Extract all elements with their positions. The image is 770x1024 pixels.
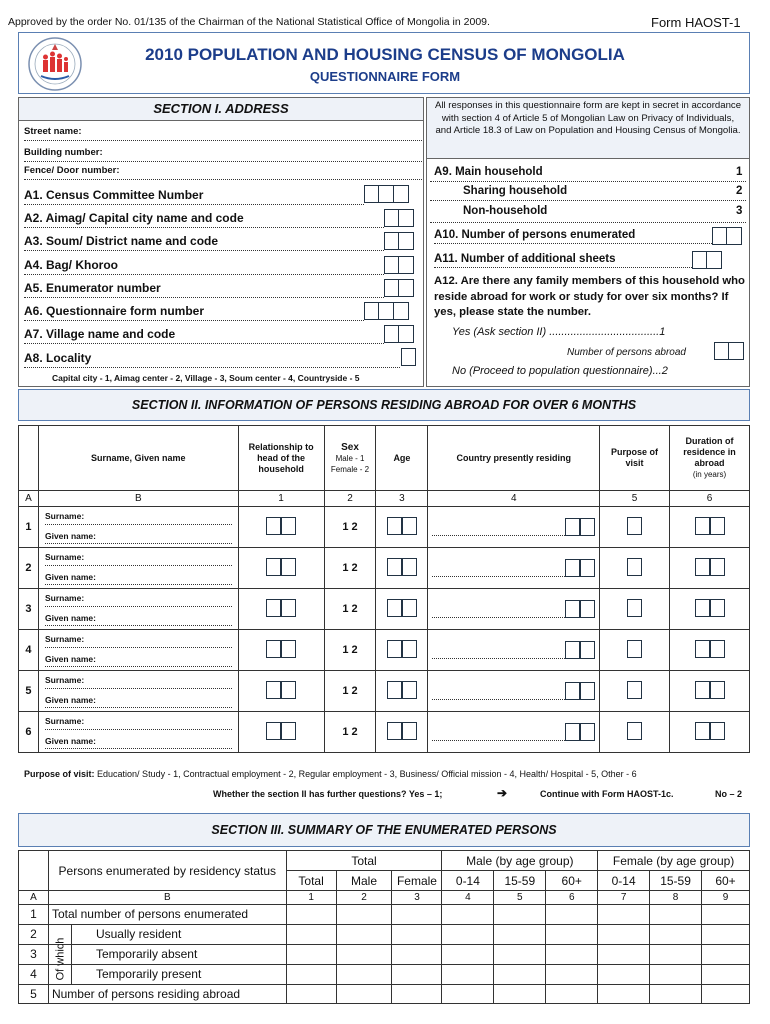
summary-value-cell[interactable]: [392, 924, 442, 944]
summary-value-cell[interactable]: [286, 924, 336, 944]
summary-value-cell[interactable]: [650, 924, 702, 944]
a8-label: A8. Locality: [24, 351, 400, 368]
a12-no: No (Proceed to population questionnaire)...2: [452, 365, 668, 377]
index-cell: 1: [286, 891, 336, 905]
sub-header: 60+: [546, 871, 598, 891]
col-name-header: Surname, Given name: [38, 426, 238, 491]
summary-value-cell[interactable]: [702, 905, 750, 925]
sub-header: 15-59: [650, 871, 702, 891]
section3-title: SECTION III. SUMMARY OF THE ENUMERATED PERSONS: [18, 813, 750, 847]
relationship-boxes[interactable]: [266, 722, 296, 740]
summary-value-cell[interactable]: [494, 924, 546, 944]
summary-value-cell[interactable]: [546, 905, 598, 925]
purpose-box[interactable]: [627, 517, 642, 535]
summary-value-cell[interactable]: [336, 924, 392, 944]
country-code-boxes[interactable]: [565, 682, 595, 700]
person-row: [19, 712, 750, 753]
country-code-boxes[interactable]: [565, 600, 595, 618]
summary-value-cell[interactable]: [546, 984, 598, 1004]
index-cell: B: [38, 491, 238, 507]
further-question: Whether the section II has further questions? Yes – 1;: [213, 789, 443, 799]
age-boxes[interactable]: [387, 722, 417, 740]
a11-boxes[interactable]: [692, 251, 722, 269]
sex-options[interactable]: 1 2: [324, 589, 376, 630]
summary-value-cell[interactable]: [286, 905, 336, 925]
country-field[interactable]: [432, 726, 565, 741]
summary-value-cell[interactable]: [442, 984, 494, 1004]
col-duration-header: Duration of residence in abroad (in years): [670, 426, 750, 491]
form-code: Form HAOST-1: [651, 15, 741, 30]
purpose-box[interactable]: [627, 558, 642, 576]
sharing-code: 2: [736, 185, 743, 197]
index-cell: 5: [494, 891, 546, 905]
person-row: [19, 589, 750, 630]
surname-field[interactable]: Surname:: [45, 552, 232, 566]
country-field[interactable]: [432, 562, 565, 577]
country-code-boxes[interactable]: [565, 723, 595, 741]
row-number: 1: [19, 905, 49, 925]
col-sex-header: Sex Male - 1 Female - 2: [324, 426, 376, 491]
section3-table: [18, 850, 750, 1004]
row-number: 3: [19, 944, 49, 964]
index-cell: 1: [238, 491, 324, 507]
row-number: 6: [19, 712, 39, 753]
surname-field[interactable]: Surname:: [45, 716, 232, 730]
index-cell: 9: [702, 891, 750, 905]
summary-value-cell[interactable]: [598, 984, 650, 1004]
summary-row: [19, 924, 750, 944]
sex-options[interactable]: 1 2: [324, 712, 376, 753]
summary-value-cell[interactable]: [494, 964, 546, 984]
row-number: 5: [19, 984, 49, 1004]
fence-label: Fence/ Door number:: [24, 165, 422, 180]
a6-label: A6. Questionnaire form number: [24, 304, 364, 321]
index-cell: B: [48, 891, 286, 905]
person-row: [19, 548, 750, 589]
a8-box[interactable]: [401, 348, 416, 366]
summary-label: Total number of persons enumerated: [48, 905, 286, 925]
summary-value-cell[interactable]: [494, 944, 546, 964]
index-cell: 6: [670, 491, 750, 507]
row-number: 5: [19, 671, 39, 712]
index-cell: 3: [392, 891, 442, 905]
summary-value-cell[interactable]: [598, 924, 650, 944]
street-label: Street name:: [24, 126, 422, 141]
page-title: 2010 POPULATION AND HOUSING CENSUS OF MONGOLIA: [145, 45, 625, 64]
index-cell: 3: [376, 491, 428, 507]
sub-header: Female: [392, 871, 442, 891]
section2-title: SECTION II. INFORMATION OF PERSONS RESIDING ABROAD FOR OVER 6 MONTHS: [18, 389, 750, 421]
total-header: Total: [286, 851, 442, 871]
summary-value-cell[interactable]: [650, 964, 702, 984]
a3-label: A3. Soum/ District name and code: [24, 234, 384, 251]
a7-label: A7. Village name and code: [24, 327, 384, 344]
index-cell: 6: [546, 891, 598, 905]
summary-value-cell[interactable]: [336, 984, 392, 1004]
abroad-num-label: Number of persons abroad: [567, 347, 686, 358]
a10-boxes[interactable]: [712, 227, 742, 245]
section2-table: [18, 425, 750, 753]
index-cell: 5: [600, 491, 670, 507]
row-number: 2: [19, 548, 39, 589]
given-name-field[interactable]: Given name:: [45, 689, 232, 708]
sex-options[interactable]: 1 2: [324, 548, 376, 589]
purpose-box[interactable]: [627, 599, 642, 617]
a11-label: A11. Number of additional sheets: [434, 253, 692, 268]
name-cell: [38, 630, 238, 671]
summary-value-cell[interactable]: [336, 905, 392, 925]
purpose-box[interactable]: [627, 681, 642, 699]
summary-label: Number of persons residing abroad: [48, 984, 286, 1004]
summary-value-cell[interactable]: [286, 984, 336, 1004]
female-header: Female (by age group): [598, 851, 750, 871]
summary-row: [19, 964, 750, 984]
title-box: [18, 32, 750, 94]
a6-boxes[interactable]: [364, 302, 409, 320]
country-code-boxes[interactable]: [565, 641, 595, 659]
divider: [430, 200, 746, 201]
given-name-field[interactable]: Given name:: [45, 607, 232, 626]
age-boxes[interactable]: [387, 640, 417, 658]
sex-options[interactable]: 1 2: [324, 671, 376, 712]
summary-value-cell[interactable]: [392, 984, 442, 1004]
country-field[interactable]: [432, 644, 565, 659]
non-household-label: Non-household: [463, 205, 548, 217]
col-purpose-header: Purpose of visit: [600, 426, 670, 491]
sub-header: 60+: [702, 871, 750, 891]
summary-row: [19, 905, 750, 925]
summary-value-cell[interactable]: [598, 964, 650, 984]
duration-boxes[interactable]: [695, 558, 725, 576]
given-name-field[interactable]: Given name:: [45, 525, 232, 544]
purpose-box[interactable]: [627, 640, 642, 658]
summary-value-cell[interactable]: [598, 944, 650, 964]
summary-value-cell[interactable]: [442, 944, 494, 964]
country-field[interactable]: [432, 603, 565, 618]
summary-value-cell[interactable]: [702, 944, 750, 964]
summary-value-cell[interactable]: [702, 924, 750, 944]
duration-boxes[interactable]: [695, 517, 725, 535]
summary-value-cell[interactable]: [702, 984, 750, 1004]
summary-value-cell[interactable]: [702, 964, 750, 984]
a12-yes: Yes (Ask section II) ....................................1: [452, 326, 666, 338]
surname-field[interactable]: Surname:: [45, 675, 232, 689]
a1-boxes[interactable]: [364, 185, 409, 203]
summary-value-cell[interactable]: [546, 964, 598, 984]
summary-row: [19, 984, 750, 1004]
a9-code: 1: [736, 166, 743, 178]
a5-label: A5. Enumerator number: [24, 281, 384, 298]
a1-label: A1. Census Committee Number: [24, 188, 364, 205]
name-cell: [38, 589, 238, 630]
a2-boxes[interactable]: [384, 209, 414, 227]
a9-label: A9. Main household: [434, 166, 543, 178]
duration-boxes[interactable]: [695, 681, 725, 699]
summary-value-cell[interactable]: [650, 984, 702, 1004]
a2-label: A2. Aimag/ Capital city name and code: [24, 211, 384, 228]
section1-title: SECTION I. ADDRESS: [18, 97, 424, 121]
summary-value-cell[interactable]: [442, 905, 494, 925]
row-number: 4: [19, 964, 49, 984]
purpose-legend: Purpose of visit: Education/ Study - 1, Contractual employment - 2, Regular employment - 3, Business/ Official mission - 4, Health/ Hospital - 5, Other - 6: [24, 769, 637, 779]
summary-label: Temporarily absent: [48, 944, 286, 964]
given-name-field[interactable]: Given name:: [45, 648, 232, 667]
a5-boxes[interactable]: [384, 279, 414, 297]
continue-note: Continue with Form HAOST-1c.: [540, 789, 674, 799]
index-cell: 8: [650, 891, 702, 905]
a10-label: A10. Number of persons enumerated: [434, 229, 712, 244]
summary-value-cell[interactable]: [286, 964, 336, 984]
relationship-boxes[interactable]: [266, 517, 296, 535]
a7-boxes[interactable]: [384, 325, 414, 343]
summary-value-cell[interactable]: [546, 944, 598, 964]
col-relationship-header: Relationship to head of the household: [238, 426, 324, 491]
locality-codes: Capital city - 1, Aimag center - 2, Village - 3, Soum center - 4, Countryside - 5: [52, 373, 360, 383]
name-cell: [38, 548, 238, 589]
summary-value-cell[interactable]: [650, 905, 702, 925]
no-option: No – 2: [715, 789, 743, 799]
duration-boxes[interactable]: [695, 599, 725, 617]
age-boxes[interactable]: [387, 599, 417, 617]
summary-value-cell[interactable]: [286, 944, 336, 964]
index-cell: 4: [442, 891, 494, 905]
sub-header: 15-59: [494, 871, 546, 891]
relationship-boxes[interactable]: [266, 558, 296, 576]
relationship-boxes[interactable]: [266, 640, 296, 658]
country-field[interactable]: [432, 521, 565, 536]
name-cell: [38, 712, 238, 753]
sex-options[interactable]: 1 2: [324, 630, 376, 671]
person-row: [19, 507, 750, 548]
sub-header: Male: [336, 871, 392, 891]
index-cell: A: [19, 891, 49, 905]
age-boxes[interactable]: [387, 558, 417, 576]
index-cell: 7: [598, 891, 650, 905]
sex-options[interactable]: 1 2: [324, 507, 376, 548]
summary-label: Usually resident: [48, 924, 286, 944]
row-number: 3: [19, 589, 39, 630]
summary-value-cell[interactable]: [392, 944, 442, 964]
summary-label: Temporarily present: [48, 964, 286, 984]
row-number: 4: [19, 630, 39, 671]
a12-question: A12. Are there any family members of this household who reside abroad for work or study for over six months? If yes, please state the number.: [434, 275, 745, 318]
sharing-label: Sharing household: [463, 185, 568, 197]
non-household-code: 3: [736, 205, 743, 217]
person-row: [19, 630, 750, 671]
age-boxes[interactable]: [387, 517, 417, 535]
name-cell: [38, 507, 238, 548]
divider: [430, 222, 746, 223]
summary-value-cell[interactable]: [442, 924, 494, 944]
sub-header: 0-14: [598, 871, 650, 891]
age-boxes[interactable]: [387, 681, 417, 699]
given-name-field[interactable]: Given name:: [45, 566, 232, 585]
index-cell: 2: [324, 491, 376, 507]
duration-boxes[interactable]: [695, 640, 725, 658]
building-label: Building number:: [24, 147, 422, 162]
a3-boxes[interactable]: [384, 232, 414, 250]
name-cell: [38, 671, 238, 712]
country-field[interactable]: [432, 685, 565, 700]
sub-header: Total: [286, 871, 336, 891]
country-code-boxes[interactable]: [565, 559, 595, 577]
summary-value-cell[interactable]: [494, 905, 546, 925]
summary-value-cell[interactable]: [546, 924, 598, 944]
surname-field[interactable]: Surname:: [45, 511, 232, 525]
divider: [430, 181, 746, 182]
person-row: [19, 671, 750, 712]
summary-value-cell[interactable]: [598, 905, 650, 925]
row-number: 2: [19, 924, 49, 944]
given-name-field[interactable]: Given name:: [45, 730, 232, 749]
surname-field[interactable]: Surname:: [45, 593, 232, 607]
summary-value-cell[interactable]: [392, 905, 442, 925]
surname-field[interactable]: Surname:: [45, 634, 232, 648]
summary-value-cell[interactable]: [494, 984, 546, 1004]
approval-note: Approved by the order No. 01/135 of the Chairman of the National Statistical Office of Mongolia in 2009.: [8, 16, 490, 28]
a4-boxes[interactable]: [384, 256, 414, 274]
abroad-num-boxes[interactable]: [714, 342, 744, 360]
duration-boxes[interactable]: [695, 722, 725, 740]
relationship-boxes[interactable]: [266, 599, 296, 617]
index-cell: A: [19, 491, 39, 507]
index-cell: 4: [428, 491, 600, 507]
summary-row: [19, 944, 750, 964]
relationship-boxes[interactable]: [266, 681, 296, 699]
country-code-boxes[interactable]: [565, 518, 595, 536]
col-country-header: Country presently residing: [428, 426, 600, 491]
summary-value-cell[interactable]: [336, 964, 392, 984]
index-cell: 2: [336, 891, 392, 905]
male-header: Male (by age group): [442, 851, 598, 871]
col-age-header: Age: [376, 426, 428, 491]
summary-value-cell[interactable]: [336, 944, 392, 964]
arrow-right-icon: ➔: [497, 786, 508, 800]
confidential-note: All responses in this questionnaire form are kept in secret in accordance with section 4 of Article 5 of Mongolian Law on Privacy of Individuals, and Article 18.3 of Law on Population and Housing Census of Mongolia.: [426, 97, 750, 159]
a4-label: A4. Bag/ Khoroo: [24, 258, 384, 275]
purpose-box[interactable]: [627, 722, 642, 740]
summary-value-cell[interactable]: [392, 964, 442, 984]
page-subtitle: QUESTIONNAIRE FORM: [309, 69, 461, 84]
row-number: 1: [19, 507, 39, 548]
summary-value-cell[interactable]: [650, 944, 702, 964]
summary-value-cell[interactable]: [442, 964, 494, 984]
of-which-label: Of which: [54, 937, 67, 981]
sub-header: 0-14: [442, 871, 494, 891]
status-header: Persons enumerated by residency status: [48, 851, 286, 891]
